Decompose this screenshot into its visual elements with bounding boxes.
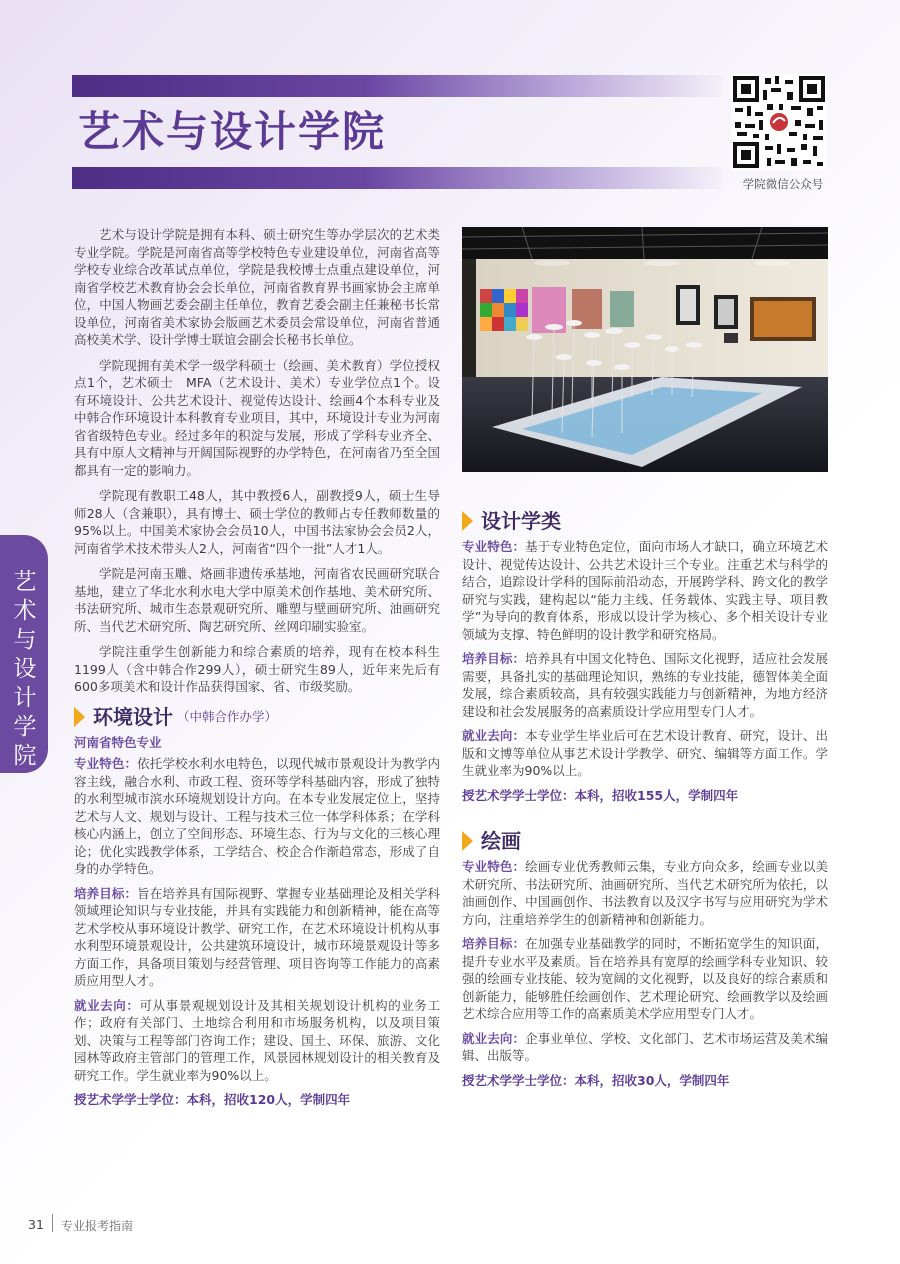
feature-item [462,538,828,643]
triangle-bullet-icon [462,831,473,851]
career-text: 企事业单位、学校、文化部门、艺术市场运营及美术编辑、出版等。 [462,1030,828,1063]
feature-label: 专业特色： [462,859,526,874]
header-bar-top [72,75,722,97]
feature-label: 专业特色： [462,539,526,554]
page-number: 31 [28,1217,44,1232]
feature-item [74,755,440,878]
intro-paragraph: 学院现有教职工48人，其中教授6人，副教授9人，硕士生导师28人（含兼职），具有博士、硕士学位的教师占专任教师数量的95%以上。中国美术家协会会员10人，中国书法家协会会员2人，河南省学术技术带头人2人，河南省“四个一批”人才1人。 [74,488,440,556]
career-label: 就业去向： [462,1030,526,1046]
goal-label: 培养目标： [462,936,526,951]
footer-divider [52,1214,53,1232]
section-title-painting [462,828,828,854]
career-item [74,997,440,1085]
goal-item [74,885,440,990]
career-item [462,727,828,780]
intro-paragraph: 学院是河南玉雕、烙画非遗传承基地，河南省农民画研究联合基地，建立了华北水利水电大学中原美术创作基地、美术研究所、书法研究所、城市生态景观研究所、雕塑与壁画研究所、油画研究所、当代艺术研究所、陶艺研究所、丝网印刷实验室。 [74,566,440,634]
goal-text: 在加强专业基础教学的同时，不断拓宽学生的知识面，提升专业水平及素质。旨在培养具有宽厚的绘画学科专业知识、较强的绘画专业技能、较为宽阔的文化视野，以及良好的综合素质和创新能力，能够胜任绘画创作、艺术理论研究、绘画教学以及绘画艺术综合应用等工作的高素质美术学应用型专门人才。 [462,936,828,1021]
page-title: 艺术与设计学院 [78,107,387,156]
section-subtitle: （中韩合作办学） [177,708,278,724]
triangle-bullet-icon [74,707,85,727]
feature-text: 绘画专业优秀教师云集，专业方向众多，绘画专业以美术研究所、书法研究所、油画研究所、当代艺术研究所为依托，以油画创作、中国画创作、书法教育以及汉字书写与应用研究为学术方向，注重培养学生的创新精神和创新能力。 [462,859,828,927]
goal-label: 培养目标： [462,651,526,666]
section-title-text: 绘画 [481,829,521,853]
intro-paragraph: 学院注重学生创新能力和综合素质的培养，现有在校本科生1199人（含中韩合作299人），硕士研究生89人，近年来先后有600多项美术和设计作品获得国家、省、市级奖励。 [74,644,440,694]
feature-item [462,858,828,928]
section-title-text: 设计学类 [481,509,561,533]
triangle-bullet-icon [462,511,473,531]
feature-text: 基于专业特色定位，面向市场人才缺口，确立环境艺术设计、视觉传达设计、公共艺术设计三个专业。注重艺术与科学的结合，追踪设计学科的国际前沿动态，开展跨学科、跨文化的教学研究与实践，建构起以“能力主线、任务载体、实践主导、项目教学”为导向的教育体系，形成以设计学为核心、多个相关设计专业领域为支撑、特色鲜明的设计教学和研究格局。 [462,539,828,642]
goal-text: 旨在培养具有国际视野、掌握专业基础理论及相关学科领域理论知识与专业技能，并具有实践能力和创新精神，能在高等艺术学校从事环境设计教学、研究工作，在艺术环境设计机构从事水利型环境景观设计，公共建筑环境设计，城市环境景观设计等多方面工作，具备项目策划与经营管理、项目咨询等工作能力的高素质应用型人才。 [74,885,440,988]
right-column [462,500,828,1089]
degree-info: 授艺术学学士学位：本科，招收30人，学制四年 [462,1072,730,1088]
section-title-environment-design [74,704,440,730]
goal-item [462,650,828,720]
left-column [74,226,440,1109]
feature-text: 依托学校水利水电特色，以现代城市景观设计为教学内容主线，融合水利、市政工程、资环等学科基础内容，形成了独特的水利型城市滨水环境规划设计方向。在本专业发展定位上，坚持艺术与人文、规划与设计、工程与技术三位一体学科体系；在学科核心内涵上，创立了空间形态、环境生态、行为与文化的三核心理论；优化实践教学体系，工学结合、校企合作渐趋常态，形成了自身的办学特色。 [74,756,440,876]
footer-title: 专业报考指南 [61,1219,134,1233]
career-label: 就业去向： [462,728,526,743]
qr-code-icon [731,74,827,170]
section-title-text: 环境设计 [93,704,173,729]
degree-info: 授艺术学学士学位：本科，招收155人，学制四年 [462,787,739,803]
special-major-tag: 河南省特色专业 [74,734,162,750]
degree-info: 授艺术学学士学位：本科，招收120人，学制四年 [74,1092,351,1107]
section-title-design [462,508,828,534]
feature-label: 专业特色： [74,756,138,771]
intro-paragraph: 艺术与设计学院是拥有本科、硕士研究生等办学层次的艺术类专业学院。学院是河南省高等学校特色专业建设单位，河南省高等学校专业综合改革试点单位，学院是我校博士点重点建设单位，河南省学校艺术教育协会会长单位，河南省教育界书画家协会主席单位，中国人物画艺委会副主任单位，教育艺委会副主任兼秘书长常设单位，河南省美术家协会版画艺术委员会常设单位，河南省普通高校美术学、设计学博士联谊会副会长秘书长单位。 [74,227,440,347]
gallery-photo [462,227,828,472]
goal-label: 培养目标： [74,885,138,901]
qr-code-label: 学院微信公众号 [742,177,824,191]
side-tab-label: 艺术与设计学院 [13,569,37,769]
goal-text: 培养具有中国文化特色、国际文化视野，适应社会发展需要，具备扎实的基础理论知识，熟练的专业技能，德智体美全面发展，综合素质较高，具有较强实践能力与创新精神，为地方经济建设和社会发展服务的高素质设计学应用型专门人才。 [462,651,828,719]
career-text: 可从事景观规划设计及其相关规划设计机构的业务工作；政府有关部门、土地综合利用和市场服务机构，以及项目策划、决策与工程等部门咨询工作；建设、国土、环保、旅游、文化园林等政府主管部门的管理工作，风景园林规划设计的相关教育及研究工作。学生就业率为90%以上。 [74,997,440,1083]
career-label: 就业去向： [74,997,140,1013]
career-text: 本专业学生毕业后可在艺术设计教育、研究，设计、出版和文博等单位从事艺术设计学教学、研究、编辑等方面工作。学生就业率为90%以上。 [462,728,828,778]
header-bar-bottom [72,167,722,189]
intro-paragraph: 学院现拥有美术学一级学科硕士（绘画、美术教育）学位授权点1个，艺术硕士 MFA（艺术设计、美术）专业学位点1个。设有环境设计、公共艺术设计、视觉传达设计、绘画4个本科专业及中韩合作环境设计本科教育专业项目，其中，环境设计专业为河南省省级特色专业。经过多年的积淀与发展，形成了学科专业齐全、具有中原人文精神与开阔国际视野的办学特色，在河南省乃至全国都具有一定的影响力。 [74,357,440,478]
career-item [462,1030,828,1065]
goal-item [462,935,828,1023]
